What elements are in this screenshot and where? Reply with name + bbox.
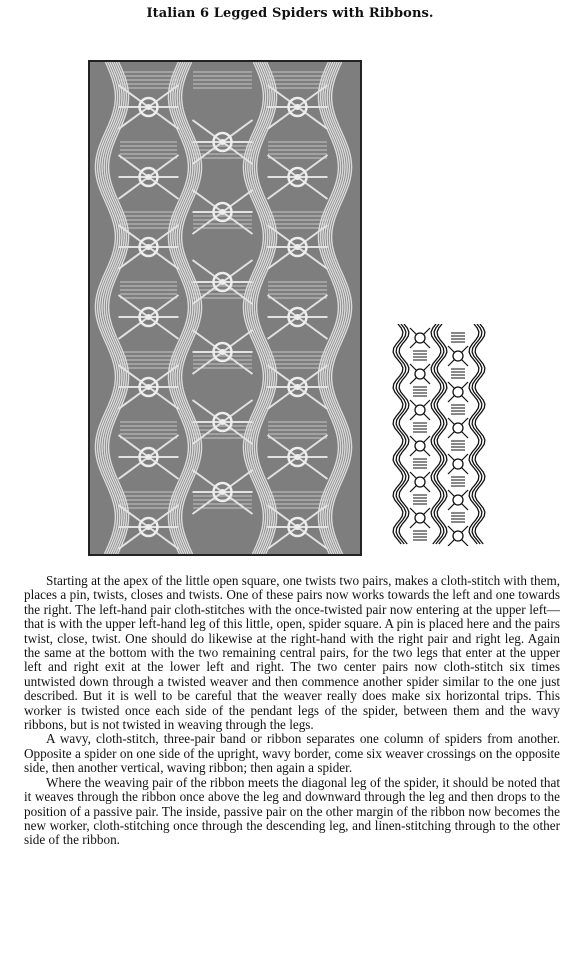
diagram-spider xyxy=(415,513,425,523)
lace-photograph xyxy=(88,60,362,556)
lace-background xyxy=(90,62,360,554)
lace-spider-center xyxy=(220,419,226,425)
diagram-spider xyxy=(453,459,463,469)
diagram-spider xyxy=(415,477,425,487)
diagram-spider xyxy=(453,387,463,397)
diagram-spider xyxy=(453,495,463,505)
lace-spider-center xyxy=(146,104,152,110)
diagram-spider xyxy=(415,369,425,379)
lace-spider-center xyxy=(146,384,152,390)
lace-spider-center xyxy=(220,279,226,285)
diagram-spider xyxy=(415,405,425,415)
lace-spider-center xyxy=(295,174,301,180)
paragraph-2: A wavy, cloth-stitch, three-pair band or ribbon separates one column of spiders from another. Opposite a spider on one side of the upright, wavy border, come six weaver crossings on the opposite side, then another vertical, waving ribbon; then again a spider. xyxy=(24,731,560,776)
lace-spider-center xyxy=(220,209,226,215)
lace-spider-center xyxy=(146,454,152,460)
pricking-diagram-icon xyxy=(383,324,495,546)
diagram-spider xyxy=(415,441,425,451)
pricking-diagram xyxy=(383,324,495,546)
diagram-spider xyxy=(415,333,425,343)
lace-spider-center xyxy=(220,139,226,145)
lace-spider-center xyxy=(220,489,226,495)
paragraph-1: Starting at the apex of the little open square, one twists two pairs, makes a cloth-stitch with them, places a pin, twists, closes and twists. One of these pairs now works towards the left and one towards the right. The left-hand pair cloth-stitches with the once-twisted pair now entering at the upper left—that is with the upper left-hand leg of this little, open, spider square. A pin is placed here and the pairs twist, close, twist. One should do likewise at the right-hand with the right pair and right leg. Again the same at the bottom with the two remaining central pairs, for the two legs that enter at the upper left and right exit at the lower left and right. The two center pairs now cloth-stitch six times untwisted down through a twisted weaver and then commence another spider similar to the one just described. But it is well to be careful that the weaver really does make six horizontal trips. This worker is twisted once each side of the pendant legs of the spider, between them and the wavy ribbons, but is not twisted in weaving through the legs. xyxy=(24,573,560,733)
page-title: Italian 6 Legged Spiders with Ribbons. xyxy=(146,6,434,21)
lace-spider-center xyxy=(146,244,152,250)
lace-spider-center xyxy=(146,314,152,320)
lace-spider-center xyxy=(220,349,226,355)
diagram-spider xyxy=(453,351,463,361)
paragraph-3: Where the weaving pair of the ribbon meets the diagonal leg of the spider, it should be noted that it weaves through the ribbon once above the leg and downward through the leg and then drops to the position of a passive pair. The inside, passive pair on the other margin of the ribbon now becomes the new worker, cloth-stitching once through the descending leg, and linen-stitching through to the other side of the ribbon. xyxy=(24,774,560,848)
diagram-spider xyxy=(453,423,463,433)
diagram-spider xyxy=(453,531,463,541)
lace-spider-center xyxy=(295,524,301,530)
lace-spider-center xyxy=(295,454,301,460)
lace-spider-center xyxy=(295,314,301,320)
lace-photograph-icon xyxy=(90,62,360,554)
lace-spider-center xyxy=(295,104,301,110)
lace-spider-center xyxy=(146,174,152,180)
lace-spider-center xyxy=(295,244,301,250)
body-text xyxy=(24,574,560,848)
lace-spider-center xyxy=(146,524,152,530)
lace-spider-center xyxy=(295,384,301,390)
